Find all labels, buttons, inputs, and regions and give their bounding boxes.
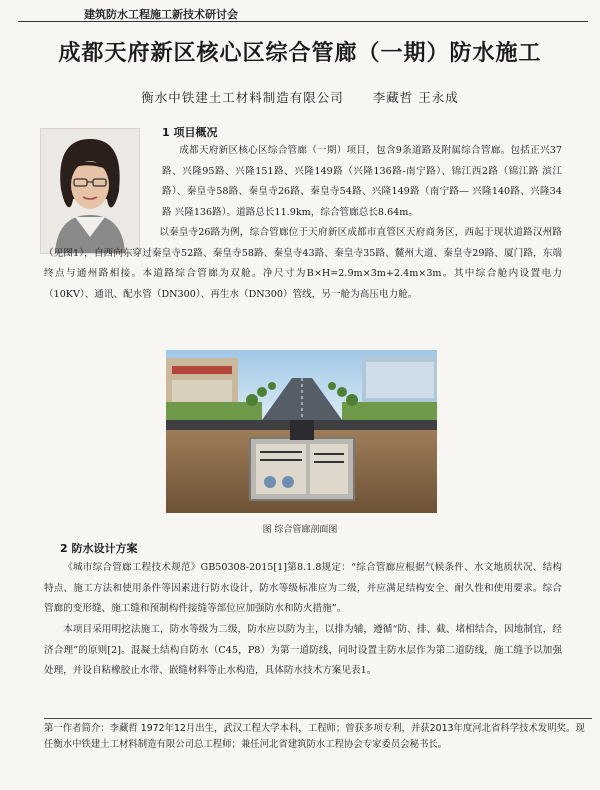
author-names: 李藏哲 王永成 bbox=[372, 90, 459, 105]
section-2-paragraph-2: 本项目采用明挖法施工，防水等级为二级，防水应以防为主，以排为辅，遵循“防、排、截、堵相结合，因地制宜，经济合理”的原则[2]。混凝土结构自防水（C45，P8）为第一道防线，同时设置主防水层作为第二道防线，施工缝予以加强处理，并设自粘橡胶止水带、嵌缝材料等止水构造，具体防水技术方案见表1。 bbox=[44, 624, 562, 676]
section-1-paragraph-2: 以秦皇寺26路为例，综合管廊位于天府新区成都市直管区天府商务区，西起于现状道路汉州路（见图1），自西向东穿过秦皇寺52路、秦皇寺58路、秦皇寺43路、秦皇寺35路、麓州大道、秦皇寺29路、厦门路，东端终点与通州路相接。本道路综合管廊为双舱。净尺寸为B×H=2.9m×3m+2.4m×3m。其中综合舱内设置电力（10KV）、通讯、配水管（DN300）、再生水（DN300）管线，另一舱为高压电力舱。 bbox=[44, 227, 562, 300]
article-title: 成都天府新区核心区综合管廊（一期）防水施工 bbox=[58, 41, 542, 66]
footnote-rule bbox=[44, 718, 592, 719]
section-1-heading: 1 项目概况 bbox=[162, 126, 218, 139]
figure-caption: 图 综合管廊剖面图 bbox=[262, 525, 338, 535]
section-1-paragraph-1: 成都天府新区核心区综合管廊（一期）项目，包含9条道路及附属综合管廊。包括正兴37路、兴隆95路、兴隆151路、兴隆149路（兴隆136路-南宁路）、锦江西2路（锦江路 滨江路）、秦皇寺58路、秦皇寺26路、秦皇寺54路、兴隆149路（南宁路— 兴隆140路、兴隆34路 兴隆136路）。道路总长11.9km，综合管廊总长8.64m。 bbox=[162, 145, 562, 218]
running-header: 建筑防水工程施工新技术研讨会 bbox=[84, 8, 238, 21]
pipe-gallery-section-figure bbox=[166, 350, 437, 513]
section-2-heading: 2 防水设计方案 bbox=[60, 542, 138, 555]
section-2-paragraph-1: 《城市综合管廊工程技术规范》GB50308-2015[1]第8.1.8规定：“综合管廊应根据气候条件、水文地质状况、结构特点、施工方法和使用条件等因素进行防水设计，防水等级标准应为二级，并应满足结构安全、耐久性和使用要求。综合管廊的变形缝、施工缝和预制构件接缝等部位应加强防水和防火措施”。 bbox=[44, 562, 562, 614]
author-footnote: 第一作者简介：李藏哲 1972年12月出生，武汉工程大学本科，工程师；曾获多项专利，并获2013年度河北省科学技术发明奖。现任衡水中铁建土工材料制造有限公司总工程师；兼任河北省建筑防水工程协会专家委员会秘书长。 bbox=[44, 723, 585, 750]
author-line bbox=[0, 88, 600, 106]
author-organization: 衡水中铁建土工材料制造有限公司 bbox=[141, 90, 344, 105]
